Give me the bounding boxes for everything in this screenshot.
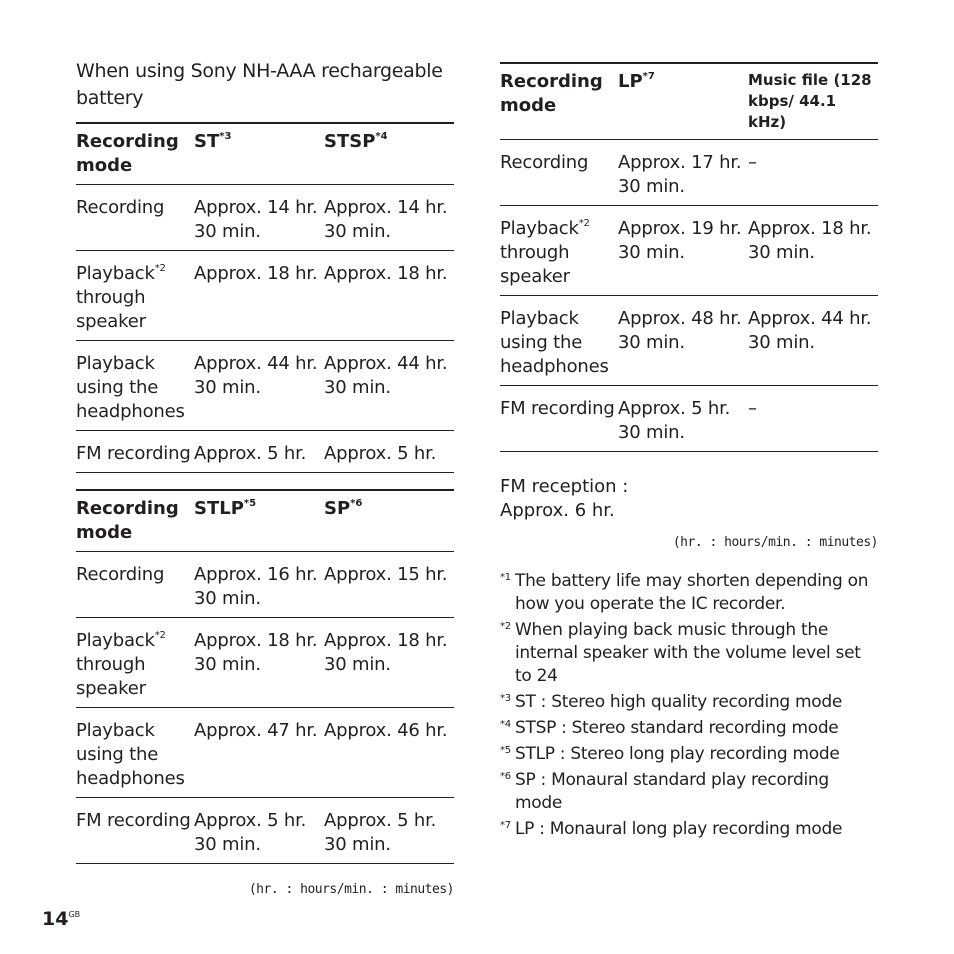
cell-value: Approx. 5 hr. (194, 443, 307, 464)
table-row (76, 251, 454, 341)
cell-value: Approx. 46 hr. (324, 720, 448, 741)
table-header-row (500, 63, 878, 140)
cell-value: Approx. 47 hr. (194, 720, 318, 741)
footnote-text: SP : Monaural standard play recording mode (515, 770, 829, 813)
table-header-row (76, 123, 454, 185)
footnote (500, 769, 878, 815)
table-row (500, 140, 878, 206)
footnotes (500, 570, 878, 841)
footnote-mark: *6 (500, 771, 511, 782)
row-label: FM recording (76, 810, 191, 831)
row-label: Recording (76, 564, 165, 585)
footnote-mark: *5 (500, 745, 511, 756)
cell-value: Approx. 19 hr. 30 min. (618, 218, 742, 263)
header-music-file: Music file (128 kbps/ 44.1 kHz) (748, 71, 872, 131)
cell-value: Approx. 5 hr. (324, 443, 437, 464)
cell-value: Approx. 18 hr. (194, 263, 318, 284)
row-label: FM recording (76, 443, 191, 464)
footnote (500, 717, 878, 740)
units-note: (hr. : hours/min. : minutes) (248, 882, 454, 897)
footnote-mark: *7 (500, 820, 511, 831)
row-label: Playback using the headphones (76, 720, 185, 789)
footnote-text: LP : Monaural long play recording mode (515, 819, 843, 839)
cell-value: Approx. 5 hr. 30 min. (194, 810, 307, 855)
table-row (500, 206, 878, 296)
battery-life-table-stlp-sp (76, 489, 454, 864)
cell-value: Approx. 18 hr. (324, 263, 448, 284)
footnote (500, 743, 878, 766)
footnote (500, 570, 878, 616)
header-recording-mode: Recording mode (500, 71, 603, 116)
left-column (76, 58, 454, 897)
cell-value: Approx. 15 hr. (324, 564, 448, 585)
table-row (76, 185, 454, 251)
cell-value: Approx. 18 hr. 30 min. (194, 630, 318, 675)
header-st: ST$^{*3}$ (194, 131, 232, 152)
table-row (76, 552, 454, 618)
row-label: Playback$^{*2}$ through speaker (500, 218, 590, 287)
cell-value: Approx. 18 hr. 30 min. (324, 630, 448, 675)
table-header-row (76, 490, 454, 552)
header-sp: SP$^{*6}$ (324, 498, 363, 519)
footnote-mark: *4 (500, 719, 511, 730)
right-column (500, 62, 878, 844)
header-recording-mode: Recording mode (76, 498, 179, 543)
cell-value: Approx. 5 hr. 30 min. (324, 810, 437, 855)
header-lp: LP$^{*7}$ (618, 71, 655, 92)
row-label: FM recording (500, 398, 615, 419)
cell-value: – (748, 152, 757, 173)
cell-value: Approx. 14 hr. 30 min. (194, 197, 318, 242)
fm-reception-label: FM reception : (500, 476, 629, 497)
table-row (76, 708, 454, 798)
row-label: Recording (500, 152, 589, 173)
row-label: Playback using the headphones (76, 353, 185, 422)
row-label: Recording (76, 197, 165, 218)
row-label: Playback using the headphones (500, 308, 609, 377)
footnote-text: STSP : Stereo standard recording mode (515, 718, 839, 738)
cell-value: Approx. 5 hr. 30 min. (618, 398, 731, 443)
cell-value: Approx. 18 hr. 30 min. (748, 218, 872, 263)
footnote-text: When playing back music through the internal speaker with the volume level set to 24 (515, 620, 861, 686)
row-label: Playback$^{*2}$ through speaker (76, 630, 166, 699)
footnote-mark: *3 (500, 693, 511, 704)
cell-value: Approx. 14 hr. 30 min. (324, 197, 448, 242)
header-recording-mode: Recording mode (76, 131, 179, 176)
header-stlp: STLP$^{*5}$ (194, 498, 257, 519)
cell-value: Approx. 16 hr. 30 min. (194, 564, 318, 609)
footnote (500, 619, 878, 688)
fm-reception (500, 475, 878, 523)
cell-value: Approx. 44 hr. 30 min. (194, 353, 318, 398)
footnote-text: ST : Stereo high quality recording mode (515, 692, 843, 712)
header-stsp: STSP$^{*4}$ (324, 131, 388, 152)
cell-value: Approx. 17 hr. 30 min. (618, 152, 742, 197)
page-number: $14^{GB}$ (42, 908, 81, 930)
footnote-mark: *1 (500, 572, 511, 583)
battery-life-table-lp-music (500, 62, 878, 452)
row-label: Playback$^{*2}$ through speaker (76, 263, 166, 332)
section-heading: When using Sony NH-AAA rechargeable battery (76, 60, 443, 109)
footnote (500, 691, 878, 714)
footnote (500, 818, 878, 841)
battery-life-table-st-stsp (76, 122, 454, 473)
cell-value: – (748, 398, 757, 419)
fm-reception-value: Approx. 6 hr. (500, 500, 615, 521)
table-row (76, 341, 454, 431)
table-row (76, 618, 454, 708)
cell-value: Approx. 44 hr. 30 min. (324, 353, 448, 398)
units-note: (hr. : hours/min. : minutes) (672, 535, 878, 550)
footnote-text: The battery life may shorten depending on how you operate the IC recorder. (515, 571, 869, 614)
cell-value: Approx. 48 hr. 30 min. (618, 308, 742, 353)
table-row (500, 386, 878, 452)
footnote-mark: *2 (500, 621, 511, 632)
footnote-text: STLP : Stereo long play recording mode (515, 744, 840, 764)
table-row (76, 431, 454, 473)
table-row (500, 296, 878, 386)
table-row (76, 798, 454, 864)
cell-value: Approx. 44 hr. 30 min. (748, 308, 872, 353)
